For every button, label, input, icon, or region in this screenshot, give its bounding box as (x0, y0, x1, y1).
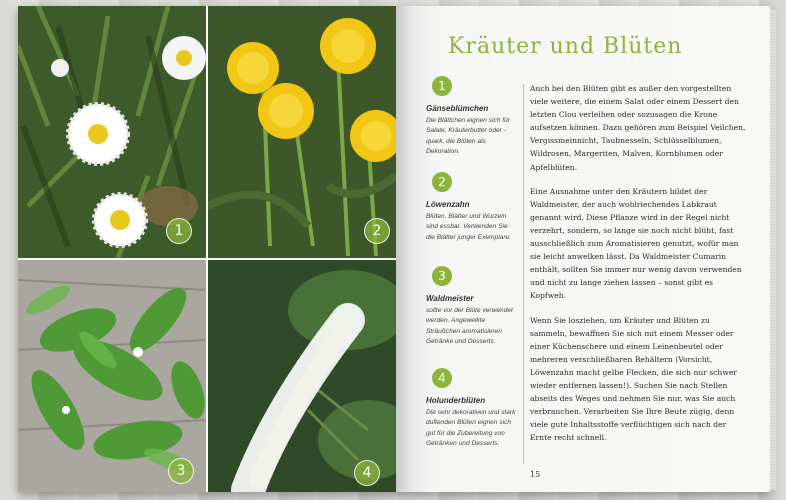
photo-badge-4: 4 (354, 460, 380, 486)
page-title: Kräuter und Blüten (448, 34, 683, 59)
photo-dandelion (208, 6, 396, 258)
sidebar-item-name: Gänseblümchen (426, 104, 489, 113)
open-book (18, 6, 770, 492)
photo-elderflower (208, 260, 396, 492)
column-divider (523, 84, 524, 464)
page-number: 15 (530, 470, 541, 479)
sidebar-item-name: Holunderblüten (426, 396, 486, 405)
sidebar-badge: 3 (432, 266, 452, 286)
body-paragraph: Wenn Sie losziehen, um Kräuter und Blüten zu sammeln, bewaffnen Sie sich mit einem Messer oder einer Küchenschere und einem Leinenbeutel oder mehreren verschließbaren Behältern (Vorsicht, Löwenzahn macht gelbe Flecken, die sich nur schwer wieder entfernen lassen!). Suchen Sie nach Stellen abseits des Weges und nehmen Sie nur, was Sie auch verbrauchen. Verarbeiten Sie Ihre Beute zügig, denn viele gute Inhaltsstoffe verflüchtigen sich nach der Ernte recht schnell. (530, 315, 737, 443)
left-page-photos (18, 6, 396, 492)
body-paragraph: Auch bei den Blüten gibt es außer den vorgestellten viele weitere, die einem Salat oder einem Dessert den letzten Clou verleihen oder sozusagen die Krone aufsetzen können. Dazu gehören zum Beispiel Veilchen, Vergissmeinnicht, Taubnesseln, Schlüsselblumen, Wildrosen, Margeriten, Malven, Kornblumen oder Apfelblüten. (530, 84, 746, 172)
sidebar-item-holunderblueten (426, 368, 518, 450)
sidebar-item-gaensebluemchen (426, 76, 518, 158)
sidebar-item-desc: Blüten, Blätter und Wurzeln sind essbar. Verwenden Sie die Blätter junger Exemplare. (426, 213, 512, 241)
photo-woodruff (18, 260, 206, 492)
photo-badge-2: 2 (364, 218, 390, 244)
daisy-flower (68, 104, 128, 164)
sidebar-badge: 1 (432, 76, 452, 96)
sidebar-item-desc: sollte vor der Blüte verwendet werden. Angewelkte Sträußchen aromatisieren Getränke und Desserts. (426, 307, 513, 346)
photo-badge-3: 3 (168, 458, 194, 484)
sidebar-item-waldmeister (426, 266, 518, 348)
sidebar-item-desc: Die Blättchen eignen sich für Salate, Kräuterbutter oder -quark, die Blüten als Dekoration. (426, 117, 510, 156)
photo-badge-1: 1 (166, 218, 192, 244)
sidebar-badge: 2 (432, 172, 452, 192)
sidebar-item-name: Löwenzahn (426, 200, 470, 209)
photo-daisies (18, 6, 206, 258)
sidebar-item-name: Waldmeister (426, 294, 474, 303)
right-page-text (396, 6, 770, 492)
body-paragraph: Eine Ausnahme unter den Kräutern bildet der Waldmeister, der auch wohlriechendes Labkraut genannt wird. Diese Pflanze wird in der Regel nicht verzehrt, sondern, so lange sie noch nicht blüht, fast ausschließlich zum Aromatisieren genutzt, wofür man sie leicht anwelken lässt. Da Waldmeister Cumarin enthält, sollten Sie immer nur wenig davon verwenden und nicht zu lange ziehen lassen – sonst gibt es Kopfweh. (530, 186, 742, 301)
sidebar-item-loewenzahn (426, 172, 518, 243)
sidebar-badge: 4 (432, 368, 452, 388)
sidebar-item-desc: Die sehr dekorativen und stark duftenden Blüten eignen sich gut für die Zubereitung von Getränken und Desserts. (426, 409, 516, 448)
page-edge (770, 10, 776, 490)
body-text (530, 82, 748, 455)
